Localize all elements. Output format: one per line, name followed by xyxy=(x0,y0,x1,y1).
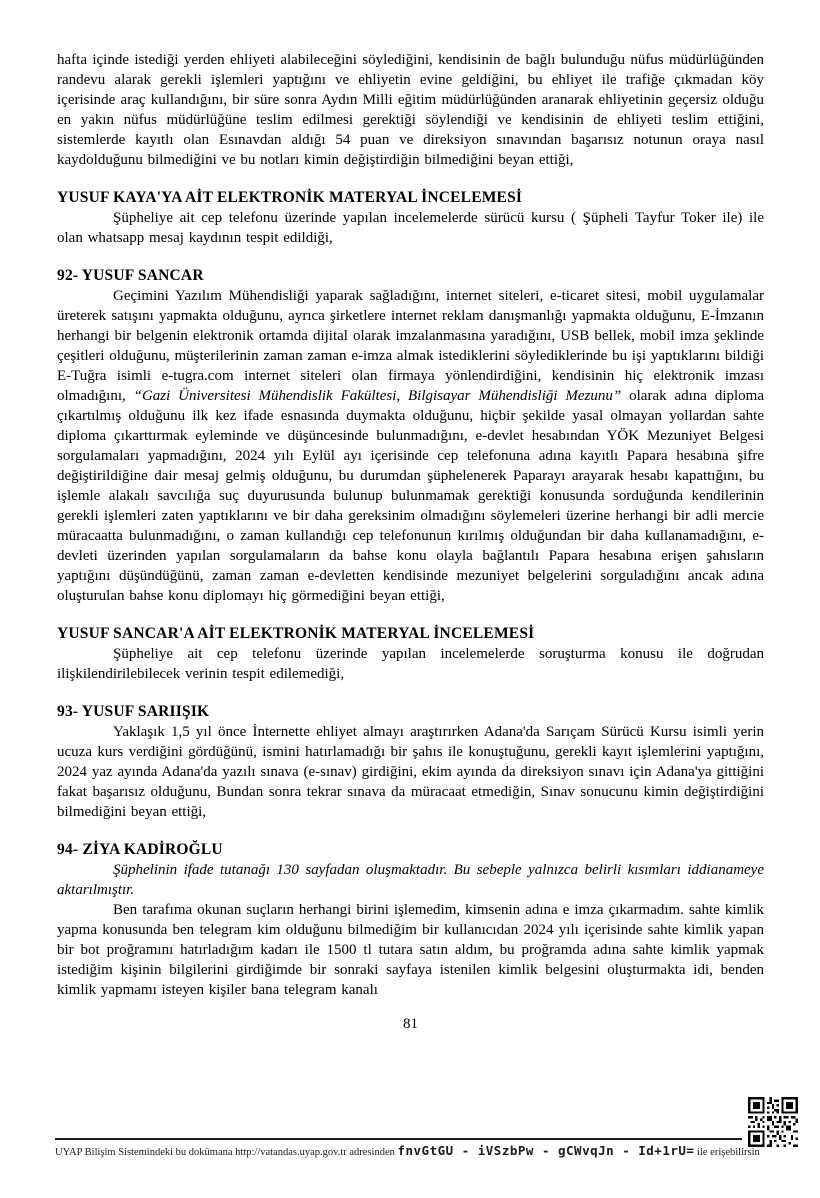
paragraph-yusuf-kaya-inceleme: Şüpheliye ait cep telefonu üzerinde yapılan incelemelerde sürücü kursu ( Şüpheli Tayfur Toker ile) ile olan whatsapp mesaj kaydının tespit edildiği, xyxy=(57,210,764,246)
qr-code-icon xyxy=(748,1097,798,1147)
statement-text-before: Geçimini Yazılım Mühendisliği yaparak sağladığını, internet siteleri, e-ticaret sitesi, mobil uygulamalar üreterek satışını yapmakta olduğunu, ayrıca şirketlere internet reklam danışmanlığı yapmakta olduğunu, E-İmzanın herhangi bir belgenin elektronik ortamda dijital olarak imzalanmasına yaradığını, USB bellek, mobil imza şeklinde çeşitleri olduğunu, müşterilerinin zaman zaman e-imza almak istediklerini söylediklerinde bu işi yaptıklarını bildiği E-Tuğra isimli e-tugra.com internet siteleri olan firmaya yönlendirdiğini, kendisinin hiç elektronik imzası olmadığını, xyxy=(57,288,764,404)
section-heading-94-ziya-kadiroglu: 94- ZİYA KADİROĞLU xyxy=(57,841,223,858)
footer-prefix-text: UYAP Bilişim Sistemindeki bu dokümana http://vatandas.uyap.gov.tr adresinden xyxy=(55,1147,395,1158)
uyap-footer xyxy=(55,1138,760,1158)
footer-access-code: fnvGtGU - iVSzbPw - gCWvqJn - Id+1rU= xyxy=(397,1143,695,1158)
statement-text-after: olarak adına diploma çıkartılmış olduğunu ilk kez ifade esnasında duymakta olduğunu, hiçbir şekilde yasal olmayan yollardan sahte diploma çıkarttırmak eyleminde ve düşüncesinde bulunmadığını, e-devlet hesabından YÖK Mezuniyet Belgesi sorgulamaları yapmadığını, 2024 yılı Eylül ayı içerisinde cep telefonuna adına kayıtlı Papara hesabına şifre değiştirildiğine dair mesaj gelmiş olduğunu, bu durumdan şüphelenerek Paparayı arayarak hesabı kapattığını, bu işlemle alakalı savcılığa suç duyurusunda bulunup bulunmamak gerektiği konusunda sorduğunda kendilerinin gerekli işlemleri zaten yaptıklarını ve bir daha gereksinim olmadığını söylemeleri üzerine herhangi bir adli mercie müracaatta bulunmadığını, o zaman kullandığı cep telefonunun kırılmış olduğundan bir daha kullanamadığını, e-devleti üzerinden yapılan sorgulamaların da bahse konu olayla bağlantılı Papara hesabına erişen şahısların yaptığını düşündüğünü, zaman zaman e-devletten kendisinde mezuniyet belgelerini sorguladığını ancak adına oluşturulan bahse konu diplomayı hiç görmediğini beyan ettiği, xyxy=(57,388,764,604)
footer-suffix-text: ile erişebilirsin xyxy=(697,1147,760,1158)
paragraph-93-yusuf-sariisik: Yaklaşık 1,5 yıl önce İnternette ehliyet almayı araştırırken Adana'da Sarıçam Sürücü Kursu isimli yerin ucuza kurs verdiğini gördüğünü, ismini hatırlamadığı bir şahıs ile konuştuğunu, gerekli kayıt işlemlerini yaptığını, 2024 yaz ayında Adana'da yazılı sınava (e-sınav) girdiğini, ekim ayında da direksiyon sınavı için Adana'ya gittiğini fakat başarısız olduğunu, Bundan sonra tekrar sınava da müracaat etmediğin, Sınav sonucunu kimin değiştirdiğini bilmediğini beyan ettiği, xyxy=(57,724,764,820)
paragraph-94-editor-note: Şüphelinin ifade tutanağı 130 sayfadan oluşmaktadır. Bu sebeple yalnızca belirli kısımları iddianameye aktarılmıştır. xyxy=(57,862,764,898)
section-heading-92-yusuf-sancar: 92- YUSUF SANCAR xyxy=(57,267,204,284)
paragraph-94-ziya-kadiroglu: Ben tarafıma okunan suçların herhangi birini işlemedim, kimsenin adına e imza çıkarmadım. sahte kimlik yapma konusunda ben telegram kim olduğunu bilmediğim bir kullanıcıdan 2024 yılı içerisinde sahte kimlik yapan bir bot proğramını hatırladığım kadarı ile 1500 tl tutara satın aldım, bu proğramda adına sahte kimlik yapmak istediğim kişinin bilgilerini girdiğimde bir sonraki sayfaya istenilen kimlik belgesini oluşturmakta idi, benden kimlik yapmamı isteyen kişiler bana telegram kanalı xyxy=(57,902,764,998)
paragraph-yusuf-sancar-inceleme: Şüpheliye ait cep telefonu üzerinde yapılan incelemelerde soruşturma konusu ile doğrudan ilişkilendirilebilecek verinin tespit edilemediği, xyxy=(57,646,764,682)
section-heading-yusuf-sancar-inceleme: YUSUF SANCAR'A AİT ELEKTRONİK MATERYAL İNCELEMESİ xyxy=(57,625,535,642)
page-number: 81 xyxy=(403,1016,418,1032)
paragraph-continuation: hafta içinde istediği yerden ehliyeti alabileceğini söylediğini, kendisinin de bağlı bulunduğu nüfus müdürlüğünden randevu alarak gerekli işlemleri yaptığını ve ehliyetin evine geldiğini, bu ehliyet ile trafiğe çıkmadan köy içerisinde araç kullandığını, bir süre sonra Aydın Milli eğitim müdürlüğünden aranarak ehliyetinin geçersiz olduğu en yakın nüfus müdürlüğüne teslim edilmesi gerektiği söylendiği ve kendisinin de ehliyeti teslim ettiğini, sistemlerde kayıtlı olan Esınavdan aldığı 54 puan ve direksiyon sınavından başarısız notunun oraya nasıl kaydolduğunu bilmediğini ve bu notları kimin değiştirdiğin bilmediğini beyan ettiği, xyxy=(57,52,764,168)
section-heading-yusuf-kaya-inceleme: YUSUF KAYA'YA AİT ELEKTRONİK MATERYAL İNCELEMESİ xyxy=(57,189,523,206)
section-heading-93-yusuf-sariisik: 93- YUSUF SARIIŞIK xyxy=(57,703,210,720)
quoted-diploma-title: “Gazi Üniversitesi Mühendislik Fakültesi, Bilgisayar Mühendisliği Mezunu” xyxy=(133,388,622,404)
paragraph-92-yusuf-sancar xyxy=(57,286,764,606)
